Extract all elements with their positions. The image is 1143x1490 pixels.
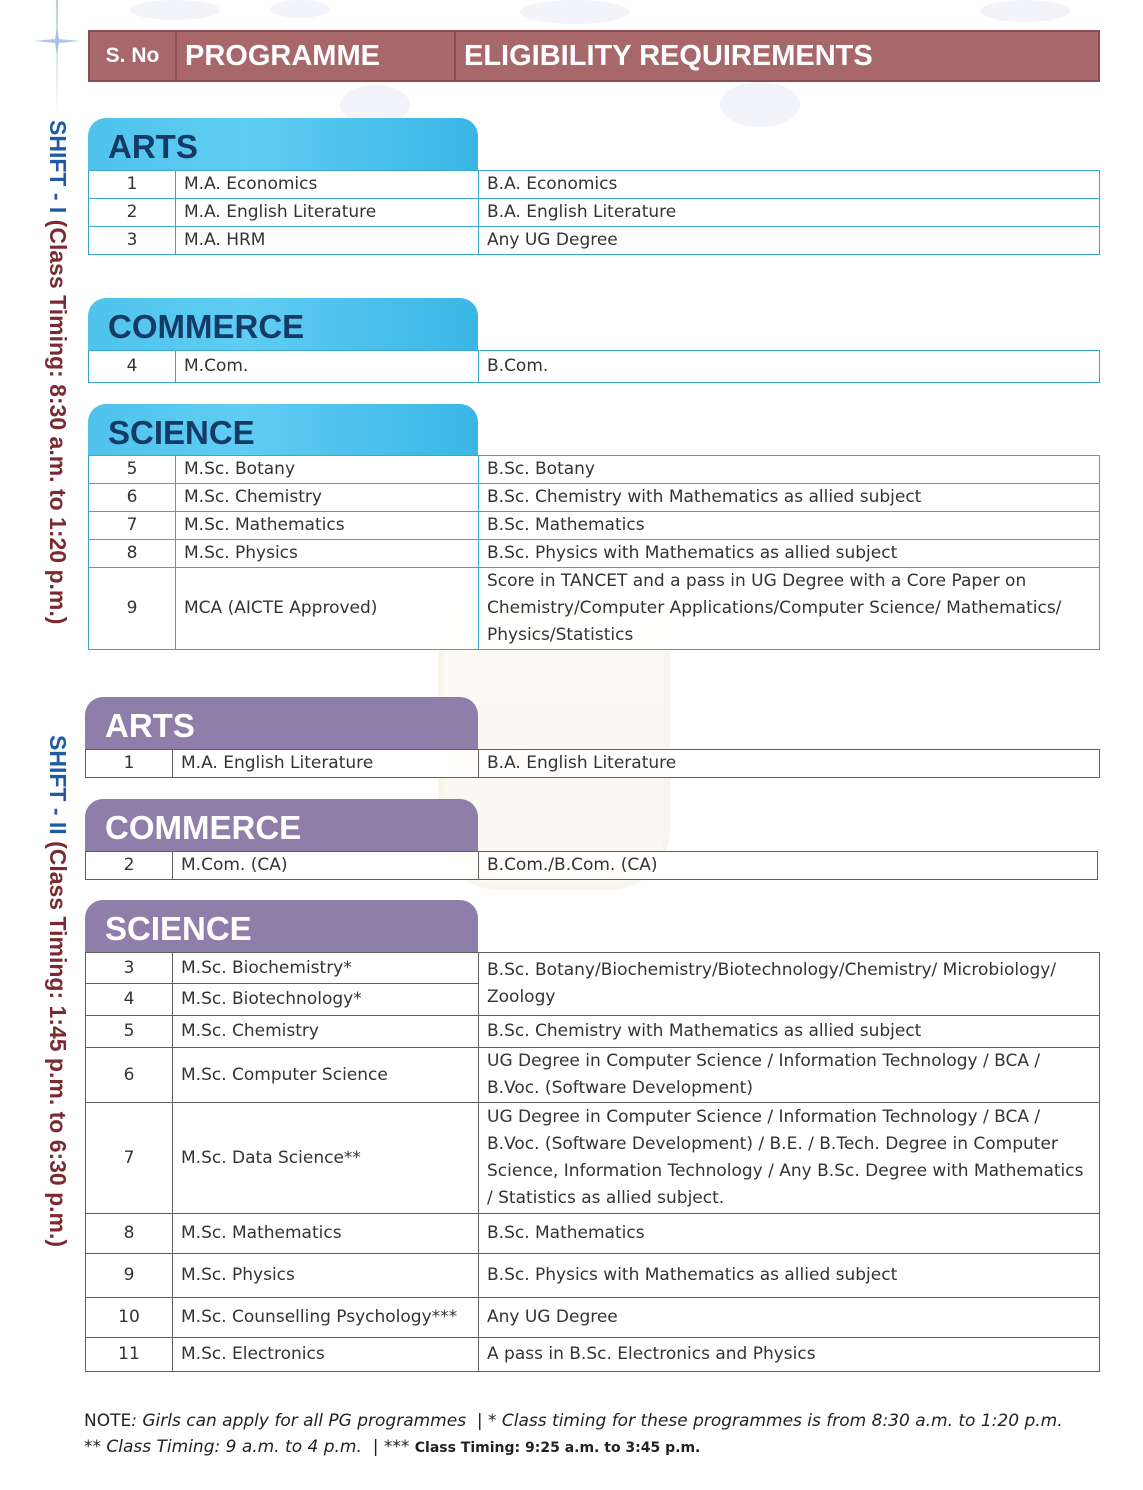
eligibility-cell: UG Degree in Computer Science / Information Technology / BCA / B.Voc. (Software Development): [479, 1048, 1100, 1103]
note-separator: |: [372, 1437, 379, 1457]
eligibility-cell: Score in TANCET and a pass in UG Degree with a Core Paper on Chemistry/Computer Applications/Computer Science/ Mathematics/ Physics/Statistics: [479, 568, 1100, 650]
table-row: [86, 1103, 1100, 1214]
sno-cell: 7: [89, 512, 176, 540]
table-row: [86, 1016, 1100, 1048]
programme-cell: M.Sc. Biochemistry*: [173, 953, 479, 984]
programme-cell: M.Sc. Biotechnology*: [173, 984, 479, 1016]
table-row: [86, 750, 1100, 778]
table-row: [86, 1214, 1100, 1254]
shift1-arts-table: [88, 170, 1100, 255]
sno-cell: 2: [86, 852, 173, 880]
header-programme: PROGRAMME: [177, 32, 456, 80]
sno-cell: 5: [89, 456, 176, 484]
sno-cell: 9: [86, 1254, 173, 1298]
programme-cell: MCA (AICTE Approved): [176, 568, 479, 650]
table-row: [86, 1338, 1100, 1372]
shift2-commerce-table: [85, 851, 1098, 880]
shift1-label: SHIFT - I: [45, 120, 71, 214]
table-row: [86, 1048, 1100, 1103]
programme-cell: M.Sc. Data Science**: [173, 1103, 479, 1214]
sno-cell: 8: [89, 540, 176, 568]
background-circle: [720, 82, 800, 127]
programme-cell: M.Sc. Botany: [176, 456, 479, 484]
shift1-science-table: [88, 455, 1100, 650]
eligibility-cell: B.Sc. Physics with Mathematics as allied subject: [479, 1254, 1100, 1298]
shift2-timing: (Class Timing: 1:45 p.m. to 6:30 p.m.): [45, 841, 71, 1248]
eligibility-cell: B.Sc. Botany: [479, 456, 1100, 484]
sno-cell: 11: [86, 1338, 173, 1372]
sno-cell: 4: [89, 351, 176, 383]
table-row: [89, 484, 1100, 512]
note-line-2: [84, 1437, 700, 1457]
table-row: [89, 568, 1100, 650]
note-girls-text: : Girls can apply for all PG programmes: [131, 1411, 467, 1431]
programme-cell: M.Sc. Mathematics: [176, 512, 479, 540]
sno-cell: 7: [86, 1103, 173, 1214]
shift2-commerce-heading: COMMERCE: [85, 799, 478, 851]
eligibility-cell: B.A. Economics: [479, 171, 1100, 199]
eligibility-cell: B.Sc. Botany/Biochemistry/Biotechnology/Chemistry/ Microbiology/ Zoology: [479, 953, 1100, 1016]
sno-cell: 6: [86, 1048, 173, 1103]
shift2-science-heading: SCIENCE: [85, 900, 478, 952]
eligibility-cell: UG Degree in Computer Science / Information Technology / BCA / B.Voc. (Software Development) / B.E. / B.Tech. Degree in Computer Science, Information Technology / Any B.Sc. Degree with Mathematics / Statistics as allied subject.: [479, 1103, 1100, 1214]
table-row: [89, 540, 1100, 568]
note-stars: ***: [383, 1437, 410, 1457]
eligibility-cell: B.Sc. Chemistry with Mathematics as allied subject: [479, 484, 1100, 512]
eligibility-cell: B.A. English Literature: [479, 199, 1100, 227]
header-eligibility: ELIGIBILITY REQUIREMENTS: [464, 39, 873, 72]
shift1-arts-heading: ARTS: [88, 118, 478, 170]
table-row: [86, 852, 1098, 880]
eligibility-cell: A pass in B.Sc. Electronics and Physics: [479, 1338, 1100, 1372]
shift2-science-table: [85, 952, 1100, 1372]
shift1-commerce-heading: COMMERCE: [88, 298, 478, 350]
programme-cell: M.A. HRM: [176, 227, 479, 255]
note-label: NOTE: [84, 1411, 132, 1431]
eligibility-cell: B.Sc. Chemistry with Mathematics as allied subject: [479, 1016, 1100, 1048]
background-circle: [130, 0, 220, 20]
eligibility-cell: B.Com./B.Com. (CA): [479, 852, 1098, 880]
sno-cell: 5: [86, 1016, 173, 1048]
background-circle: [980, 0, 1070, 22]
sno-cell: 3: [89, 227, 176, 255]
header-sno: S. No: [90, 32, 177, 80]
note-separator: |: [476, 1411, 483, 1431]
sno-cell: 3: [86, 953, 173, 984]
note-data-science-timing: ** Class Timing: 9 a.m. to 4 p.m.: [84, 1437, 362, 1457]
shift1-commerce-table: [88, 350, 1100, 383]
table-row: [89, 171, 1100, 199]
table-row: [86, 953, 1100, 984]
table-row: [89, 512, 1100, 540]
background-circle: [520, 0, 630, 24]
eligibility-cell: B.Sc. Mathematics: [479, 512, 1100, 540]
table-row: [89, 456, 1100, 484]
programme-cell: M.Sc. Chemistry: [173, 1016, 479, 1048]
shift2-label: SHIFT - II: [45, 735, 71, 835]
table-row: [89, 227, 1100, 255]
eligibility-cell: Any UG Degree: [479, 227, 1100, 255]
programme-cell: M.Com.: [176, 351, 479, 383]
eligibility-cell: B.Com.: [479, 351, 1100, 383]
note-line-1: [84, 1411, 1063, 1431]
sno-cell: 4: [86, 984, 173, 1016]
shift2-arts-heading: ARTS: [85, 697, 478, 749]
programme-cell: M.Sc. Mathematics: [173, 1214, 479, 1254]
sno-cell: 8: [86, 1214, 173, 1254]
programme-cell: M.A. English Literature: [173, 750, 479, 778]
shift2-side-label: [44, 735, 71, 1247]
programme-cell: M.Com. (CA): [173, 852, 479, 880]
sno-cell: 10: [86, 1298, 173, 1338]
eligibility-cell: Any UG Degree: [479, 1298, 1100, 1338]
background-circle: [270, 0, 330, 18]
shift1-timing: (Class Timing: 8:30 a.m. to 1:20 p.m.): [45, 219, 71, 625]
note-shift-timing: * Class timing for these programmes is from 8:30 a.m. to 1:20 p.m.: [488, 1411, 1063, 1431]
shift2-arts-table: [85, 749, 1100, 778]
table-row: [86, 1254, 1100, 1298]
table-row: [89, 351, 1100, 383]
programme-cell: M.Sc. Physics: [173, 1254, 479, 1298]
shift1-side-label: [44, 120, 71, 624]
programme-cell: M.A. Economics: [176, 171, 479, 199]
note-counselling-timing: Class Timing: 9:25 a.m. to 3:45 p.m.: [414, 1440, 701, 1456]
eligibility-cell: B.A. English Literature: [479, 750, 1100, 778]
programme-cell: M.Sc. Electronics: [173, 1338, 479, 1372]
sno-cell: 6: [89, 484, 176, 512]
programme-cell: M.Sc. Computer Science: [173, 1048, 479, 1103]
programme-cell: M.Sc. Counselling Psychology***: [173, 1298, 479, 1338]
sno-cell: 1: [89, 171, 176, 199]
eligibility-cell: B.Sc. Mathematics: [479, 1214, 1100, 1254]
programme-cell: M.Sc. Chemistry: [176, 484, 479, 512]
programme-cell: M.A. English Literature: [176, 199, 479, 227]
table-row: [89, 199, 1100, 227]
decorative-line: [56, 0, 58, 120]
sno-cell: 1: [86, 750, 173, 778]
table-row: [86, 1298, 1100, 1338]
sno-cell: 2: [89, 199, 176, 227]
programme-cell: M.Sc. Physics: [176, 540, 479, 568]
shift1-science-heading: SCIENCE: [88, 404, 478, 456]
eligibility-cell: B.Sc. Physics with Mathematics as allied subject: [479, 540, 1100, 568]
sparkle-icon: [34, 28, 80, 54]
table-header: [88, 30, 1100, 82]
sno-cell: 9: [89, 568, 176, 650]
